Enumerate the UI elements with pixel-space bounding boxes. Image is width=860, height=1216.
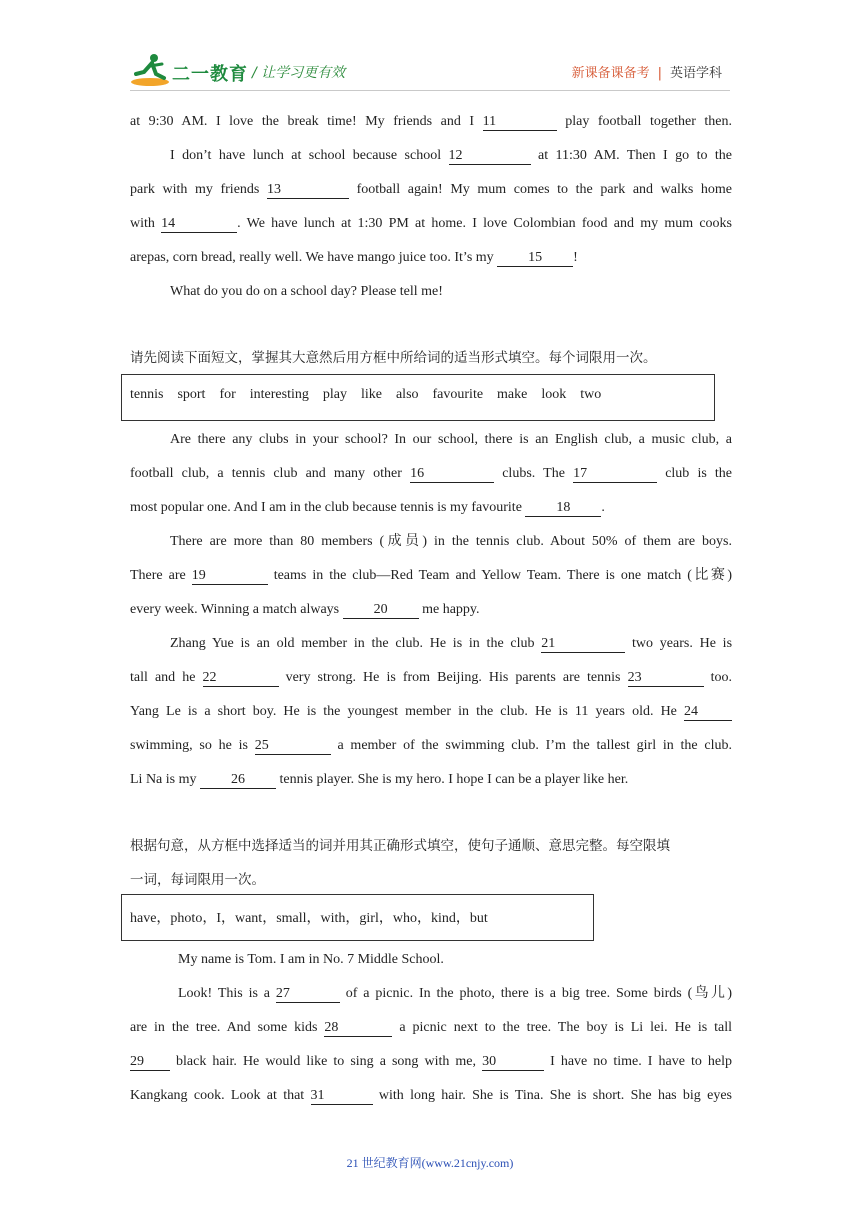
answer-blank[interactable]: 16 [410,466,494,483]
word-bank-box [121,894,594,941]
text-line: Are there any clubs in your school? In our school, there is an English club, a music club, a [170,432,732,447]
answer-blank[interactable]: 11 [483,114,557,131]
answer-blank[interactable]: 27 [276,986,340,1003]
answer-blank[interactable]: 17 [573,466,657,483]
text: play football together then. [565,114,733,129]
text: swimming, so he is [130,738,248,753]
text-line [130,770,732,790]
text: are in the tree. And some kids [130,1020,318,1035]
text-line [130,1018,732,1038]
word-bank-box [121,374,715,421]
text: Yang Le is a short boy. He is the youngest member in the club. He is 11 years old. He [130,704,677,719]
text: teams in the club—Red Team and Yellow Team. There is one match (比赛) [273,568,732,583]
text: too. [710,670,733,685]
text-line [130,668,732,688]
text-line [130,112,732,132]
text: tennis player. She is my hero. I hope I can be a player like her. [279,772,629,787]
text-line [130,248,732,268]
text: black hair. He would like to sing a song with me, [176,1054,477,1069]
text: I have no time. I have to help [550,1054,733,1069]
slogan: / 让学习更有效 [252,65,346,81]
answer-blank[interactable]: 14 [161,216,237,233]
header-divider [130,90,730,91]
text: Kangkang cook. Look at that [130,1088,305,1103]
instruction: 根据句意，从方框中选择适当的词并用其正确形式填空，使句子通顺、意思完整。每空限填 [130,838,670,854]
answer-blank[interactable]: 22 [203,670,279,687]
text-line [170,146,732,166]
answer-blank[interactable]: 26 [200,772,276,789]
text-line [130,180,732,200]
answer-blank[interactable]: 21 [541,636,625,653]
text-line [178,984,732,1004]
text-line [130,464,732,484]
text: . [601,500,605,515]
answer-blank[interactable]: 31 [311,1088,373,1105]
text: . We have lunch at 1:30 PM at home. I love Colombian food and my mum cooks [237,216,732,231]
subject-label: 英语学科 [669,66,722,81]
text: a picnic next to the tree. The boy is Li lei. He is tall [399,1020,733,1035]
page-header [0,0,860,100]
header-right [572,62,722,81]
text-line: My name is Tom. I am in No. 7 Middle School. [178,952,444,967]
text: football club, a tennis club and many other [130,466,402,481]
text-line: What do you do on a school day? Please tell me! [170,284,443,299]
answer-blank[interactable]: 28 [324,1020,392,1037]
answer-blank[interactable]: 30 [482,1054,544,1071]
text: two years. He is [632,636,733,651]
text: at 11:30 AM. Then I go to the [538,148,733,163]
text: club is the [665,466,733,481]
answer-blank[interactable]: 24 [684,704,732,721]
header-separator: | [657,66,662,81]
text: every week. Winning a match always [130,602,340,617]
text-line [130,1052,732,1072]
word-bank: tennis sport for interesting play like also favourite make look two [130,387,602,402]
text: of a picnic. In the photo, there is a big tree. Some birds (鸟儿) [345,986,733,1001]
text: Li Na is my [130,772,197,787]
text-line [130,1086,732,1106]
text-line: There are more than 80 members (成员) in the tennis club. About 50% of them are boys. [170,534,732,549]
instruction: 请先阅读下面短文，掌握其大意然后用方框中所给词的适当形式填空。每个词限用一次。 [130,350,657,366]
text: with [130,216,155,231]
answer-blank[interactable]: 15 [497,250,573,267]
text: arepas, corn bread, really well. We have mango juice too. It’s my [130,250,494,265]
text-line [170,634,732,654]
runner-logo-icon [130,52,174,88]
instruction: 一词，每词限用一次。 [130,872,265,888]
word-bank: have，photo，I，want，small，with，girl，who，kind，but [130,911,488,926]
text: Look! This is a [178,986,271,1001]
text-line [130,702,732,722]
answer-blank[interactable]: 18 [525,500,601,517]
text: Zhang Yue is an old member in the club. He is in the club [170,636,535,651]
text: at 9:30 AM. I love the break time! My friends and I [130,114,475,129]
answer-blank[interactable]: 12 [449,148,531,165]
text: tall and he [130,670,196,685]
text-line [130,566,732,586]
text-line [130,214,732,234]
answer-blank[interactable]: 19 [192,568,268,585]
text-line [130,498,732,518]
text: most popular one. And I am in the club because tennis is my favourite [130,500,522,515]
text: with long hair. She is Tina. She is short. She has big eyes [378,1088,733,1103]
text: a member of the swimming club. I’m the tallest girl in the club. [337,738,732,753]
text: ! [573,250,578,265]
text: me happy. [422,602,480,617]
logo [130,52,250,92]
text-line [130,736,732,756]
text: park with my friends [130,182,260,197]
answer-blank[interactable]: 20 [343,602,419,619]
answer-blank[interactable]: 25 [255,738,331,755]
answer-blank[interactable]: 29 [130,1054,170,1071]
logo-text: 二一教育 [172,64,248,85]
text: clubs. The [502,466,565,481]
text: I don’t have lunch at school because school [170,148,442,163]
text-line [130,600,732,620]
answer-blank[interactable]: 13 [267,182,349,199]
page-footer[interactable]: 21 世纪教育网(www.21cnjy.com) [346,1156,514,1170]
course-label: 新课备课备考 [571,66,650,81]
text: very strong. He is from Beijing. His parents are tennis [285,670,621,685]
text: football again! My mum comes to the park and walks home [356,182,733,197]
answer-blank[interactable]: 23 [628,670,704,687]
text: There are [130,568,186,583]
